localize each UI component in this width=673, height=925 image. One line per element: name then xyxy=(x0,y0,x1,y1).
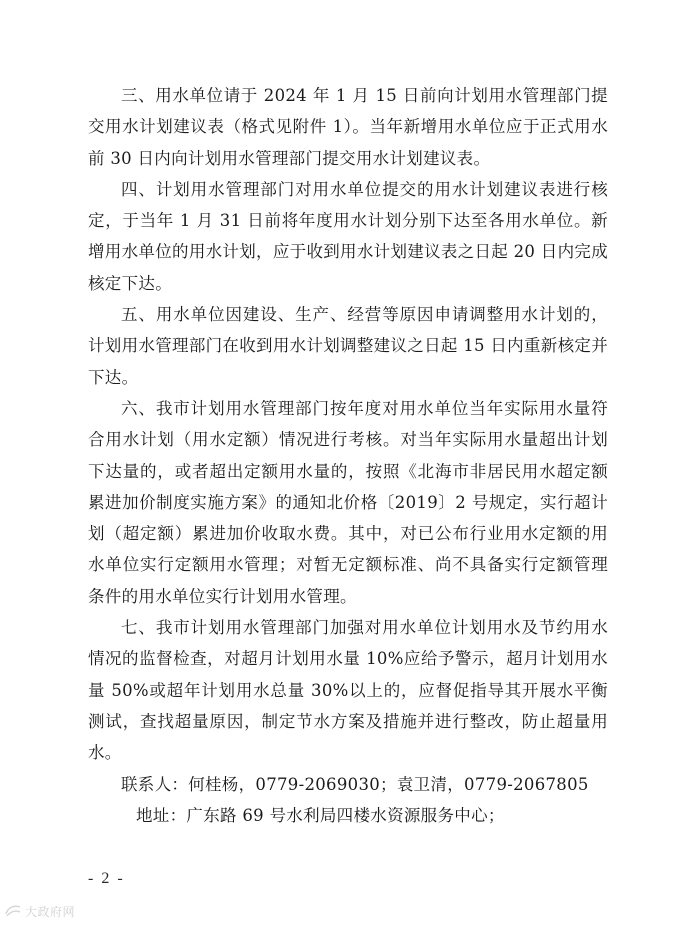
paragraph-item-4: 四、计划用水管理部门对用水单位提交的用水计划建议表进行核定，于当年 1 月 31 日前将年度用水计划分别下达至各用水单位。新增用水单位的用水计划，应于收到用水计划建议表之日起 20 日内完成核定下达。 xyxy=(88,179,608,293)
document-body xyxy=(88,80,608,831)
watermark-logo-icon xyxy=(4,904,22,918)
page-number: - 2 - xyxy=(88,870,125,887)
paragraph-item-6: 六、我市计划用水管理部门按年度对用水单位当年实际用水量符合用水计划（用水定额）情况进行考核。对当年实际用水量超出计划下达量的，或者超出定额用水量的，按照《北海市非居民用水超定额累进加价制度实施方案》的通知北价格〔2019〕2 号规定，实行超计划（超定额）累进加价收取水费。其中，对已公布行业用水定额的用水单位实行定额用水管理；对暂无定额标准、尚不具备实行定额管理条件的用水单位实行计划用水管理。 xyxy=(88,398,608,606)
paragraph-item-7: 七、我市计划用水管理部门加强对用水单位计划用水及节约用水情况的监督检查，对超月计划用水量 10%应给予警示，超月计划用水量 50%或超年计划用水总量 30%以上的，应督促指导其开展水平衡测试，查找超量原因，制定节水方案及措施并进行整改，防止超量用水。 xyxy=(88,618,608,763)
contact-address: 地址：广东路 69 号水利局四楼水资源服务中心； xyxy=(136,805,505,825)
watermark-text: 大政府网 xyxy=(25,904,76,919)
watermark xyxy=(4,901,75,921)
contact-persons: 联系人：何桂杨，0779-2069030；袁卫清，0779-2067805 xyxy=(121,774,589,794)
paragraph-item-3: 三、用水单位请于 2024 年 1 月 15 日前向计划用水管理部门提交用水计划建议表（格式见附件 1）。当年新增用水单位应于正式用水前 30 日内向计划用水管理部门提交用水计划建议表。 xyxy=(88,86,608,168)
paragraph-item-5: 五、用水单位因建设、生产、经营等原因申请调整用水计划的，计划用水管理部门在收到用水计划调整建议之日起 15 日内重新核定并下达。 xyxy=(88,305,608,387)
